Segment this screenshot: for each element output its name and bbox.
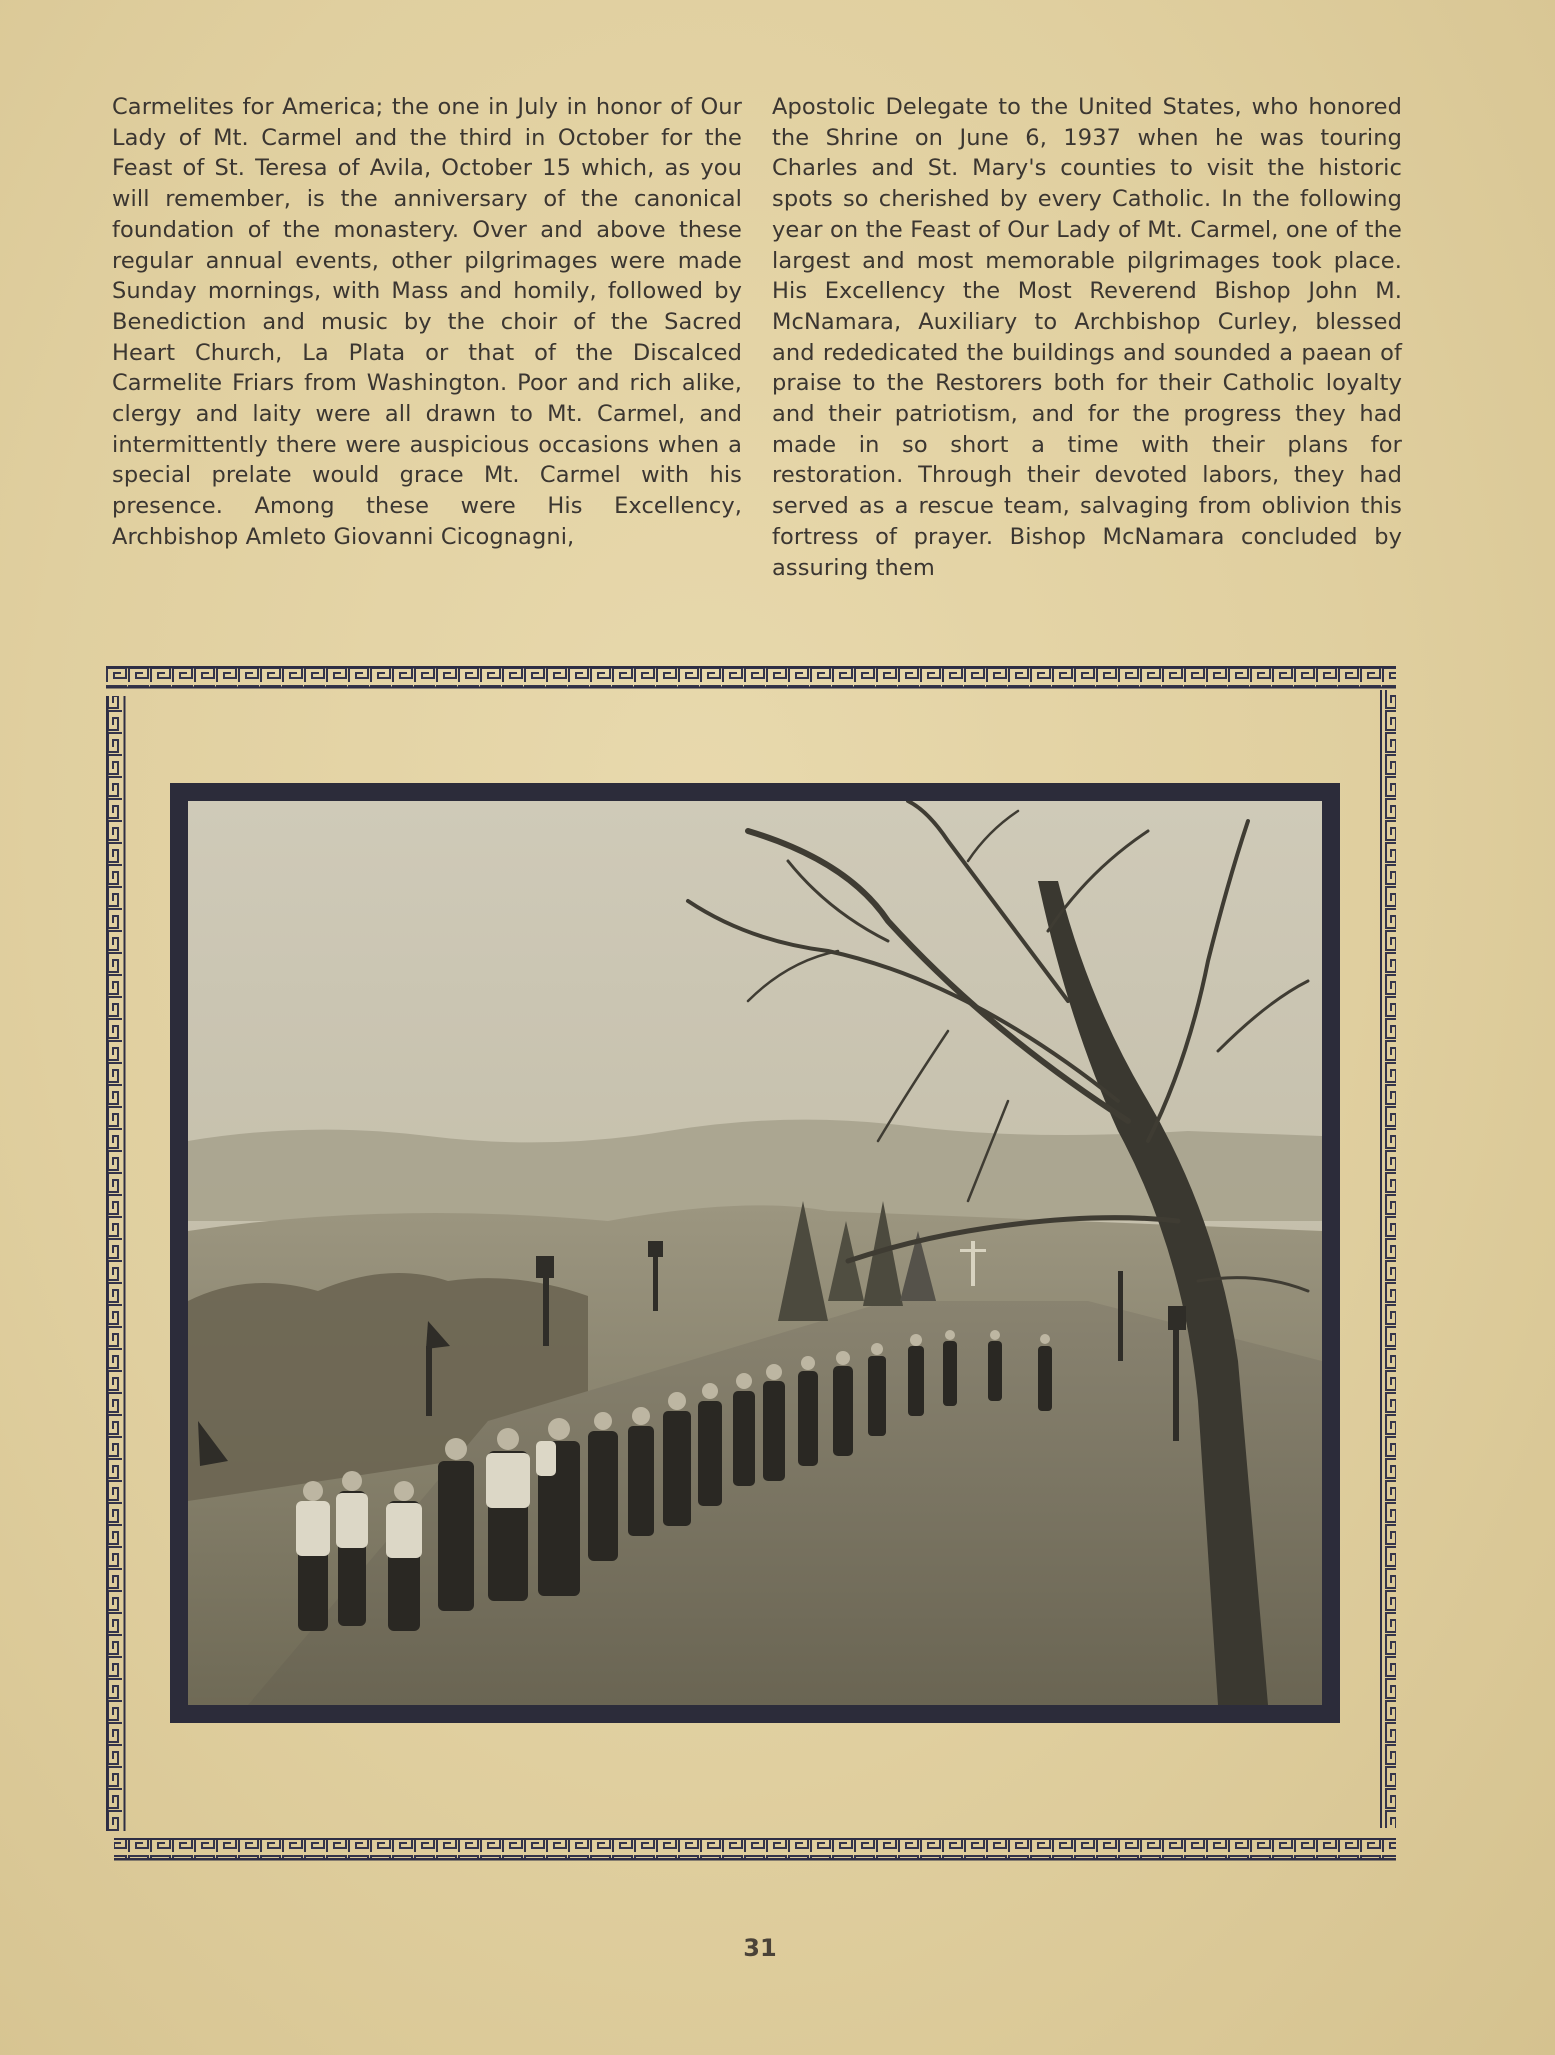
- body-text: [112, 92, 1402, 583]
- paragraph-right: Apostolic Delegate to the United States, who honored the Shrine on June 6, 1937 when he was touring Charles and St. Mary's counties to visit the historic spots so cherished by every Catholic. In the following year on the Feast of Our Lady of Mt. Carmel, one of the largest and most memorable pilgrimages took place. His Excellency the Most Reverend Bishop John M. McNamara, Auxiliary to Archbishop Curley, blessed and rededicated the buildings and sounded a paean of praise to the Restorers both for their Catholic loyalty and their patriotism, and for the progress they had made in so short a time with their plans for restoration. Through their devoted labors, they had served as a rescue team, salvaging from oblivion this fortress of prayer. Bishop McNamara concluded by assuring them: [772, 94, 1402, 581]
- page-number: 31: [743, 1934, 777, 1962]
- text-column-right: [772, 92, 1402, 583]
- paragraph-left: Carmelites for America; the one in July in honor of Our Lady of Mt. Carmel and the third in October for the Feast of St. Teresa of Avila, October 15 which, as you will remember, is the anniversary of the canonical foundation of the monastery. Over and above these regular annual events, other pilgrimages were made Sunday mornings, with Mass and homily, followed by Benediction and music by the choir of the Sacred Heart Church, La Plata or that of the Discalced Carmelite Friars from Washington. Poor and rich alike, clergy and laity were all drawn to Mt. Carmel, and intermittently there were auspicious occasions when a special prelate would grace Mt. Carmel with his presence. Among these were His Excellency, Archbishop Amleto Giovanni Cicognagni,: [112, 94, 742, 550]
- procession-photograph: [170, 783, 1340, 1723]
- text-column-left: [112, 92, 742, 583]
